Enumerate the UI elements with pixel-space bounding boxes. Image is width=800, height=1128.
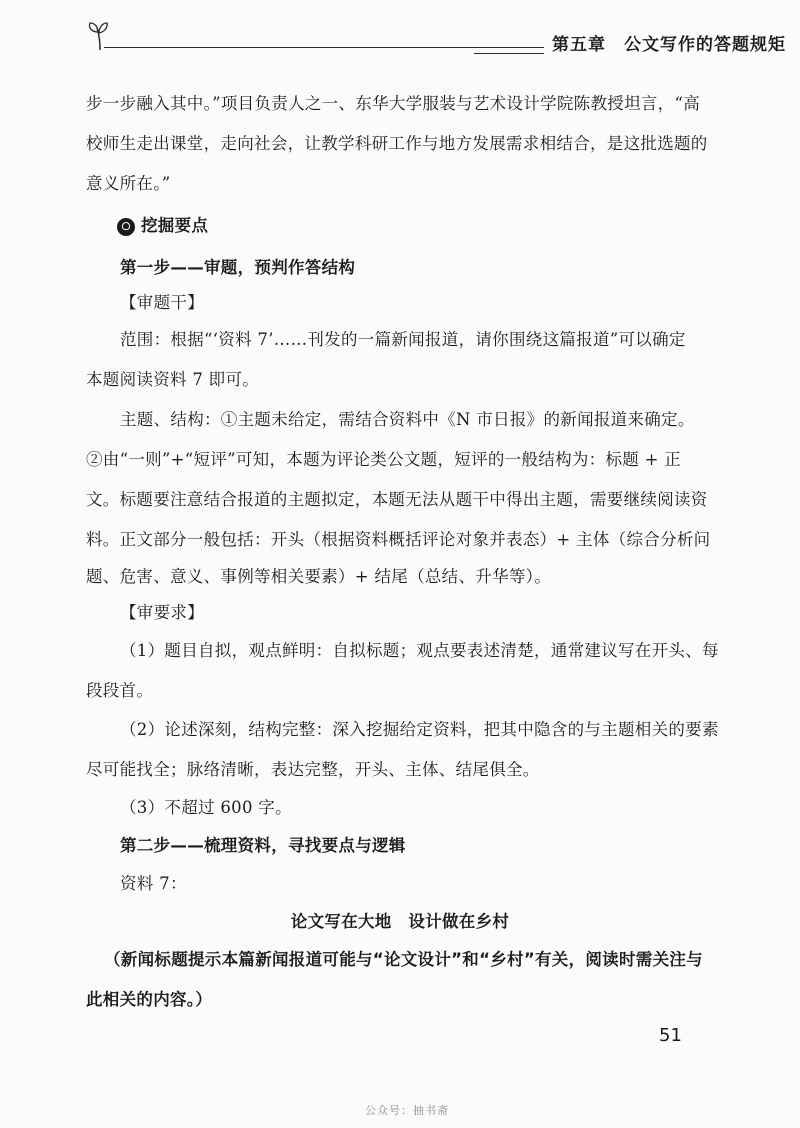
body-line: 料。正文部分一般包括：开头（根据资料概括评论对象并表态）+ 主体（综合分析问: [86, 530, 711, 549]
body-line: 题、危害、意义、事例等相关要素）+ 结尾（总结、升华等）。: [86, 567, 552, 586]
body-line: 资料 7：: [120, 874, 187, 893]
page-header: [86, 20, 786, 60]
body-line: （1）题目自拟，观点鲜明：自拟标题；观点要表述清楚，通常建议写在开头、每: [120, 641, 719, 660]
body-line: （3）不超过 600 字。: [120, 798, 292, 817]
page-number: 51: [659, 1025, 682, 1046]
body-line: 意义所在。”: [86, 174, 171, 193]
header-rule: [104, 47, 544, 48]
body-line: 范围：根据“‘资料 7’……刊发的一篇新闻报道，请你围绕这篇报道”可以确定: [120, 330, 686, 349]
body-line: 主题、结构：①主题未给定，需结合资料中《N 市日报》的新闻报道来确定。: [120, 410, 695, 429]
section-heading: 挖掘要点: [141, 216, 209, 235]
step-heading: 第二步——梳理资料，寻找要点与逻辑: [120, 836, 406, 855]
body-line: 文。标题要注意结合报道的主题拟定，本题无法从题干中得出主题，需要继续阅读资: [86, 490, 708, 509]
note-line: （新闻标题提示本篇新闻报道可能与“论文设计”和“乡村”有关，阅读时需关注与: [104, 950, 703, 969]
body-line: 段段首。: [86, 681, 154, 700]
header-rule-accent: [474, 53, 544, 54]
body-line: 尽可能找全；脉络清晰，表达完整，开头、主体、结尾俱全。: [86, 760, 540, 779]
body-line: 步一步融入其中。”项目负责人之一、东华大学服装与艺术设计学院陈教授坦言，“高: [86, 94, 701, 113]
lightbulb-icon: [117, 218, 135, 236]
watermark: 公众号：抽书斋: [365, 1104, 449, 1117]
news-headline: 论文写在大地 设计做在乡村: [290, 912, 510, 931]
subsection-label: 【审要求】: [120, 603, 204, 622]
body-line: ②由“一则”+“短评”可知，本题为评论类公文题，短评的一般结构为：标题 + 正: [86, 450, 682, 469]
body-line: 校师生走出课堂，走向社会，让教学科研工作与地方发展需求相结合，是这批选题的: [86, 134, 708, 153]
note-line: 此相关的内容。）: [86, 990, 213, 1009]
body-line: 本题阅读资料 7 即可。: [86, 370, 260, 389]
subsection-label: 【审题干】: [120, 293, 204, 312]
step-heading: 第一步——审题，预判作答结构: [120, 258, 356, 277]
body-line: （2）论述深刻，结构完整：深入挖掘给定资料，把其中隐含的与主题相关的要素: [120, 720, 719, 739]
chapter-title: 第五章 公文写作的答题规矩: [552, 35, 786, 55]
